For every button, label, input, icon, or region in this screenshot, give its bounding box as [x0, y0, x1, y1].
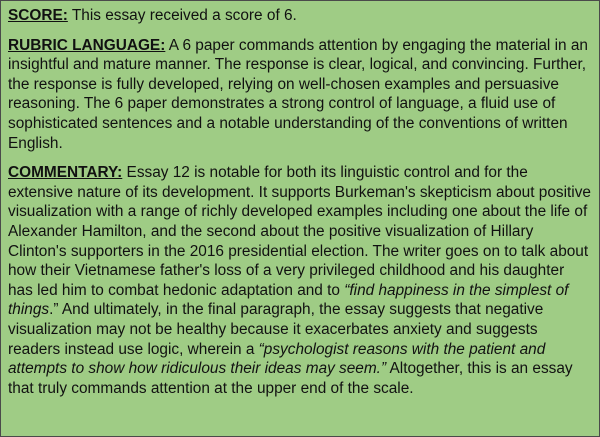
commentary-quote-1: “find happiness in the simplest of things	[8, 281, 569, 319]
commentary-paragraph	[8, 163, 591, 398]
rubric-paragraph	[8, 36, 591, 154]
score-heading: SCORE:	[8, 7, 68, 24]
rubric-text: A 6 paper commands attention by engaging the material in an insightful and mature manner. The response is clear, logical, and convincing. Further, the response is fully developed, relying on well-chosen examples and persuasive reasoning. The 6 paper demonstrates a strong control of language, a fluid use of sophisticated sentences and a notable understanding of the conventions of written English.	[8, 36, 588, 152]
score-paragraph	[8, 6, 591, 26]
commentary-text-2: .” And ultimately, in the final paragraph, the essay suggests that negative visualization may not be healthy because it exacerbates anxiety and suggests readers instead use logic, wherein a	[8, 301, 544, 358]
commentary-quote-2: “psychologist reasons with the patient and attempts to show how ridiculous their ideas may seem.”	[8, 340, 546, 378]
commentary-text-1: Essay 12 is notable for both its linguistic control and for the extensive nature of its development. It supports Burkeman's skepticism about positive visualization with a range of richly developed examples including one about the life of Alexander Hamilton, and the second about the positive visualization of Hillary Clinton's supporters in the 2016 presidential election. The writer goes on to talk about how their Vietnamese father's loss of a very privileged childhood and his daughter has led him to combat hedonic adaptation and to	[8, 164, 591, 299]
commentary-text-3: Altogether, this is an essay that truly commands attention at the upper end of the scale.	[8, 360, 573, 397]
score-text: This essay received a score of 6.	[67, 7, 297, 24]
rubric-heading: RUBRIC LANGUAGE:	[8, 36, 166, 54]
commentary-heading: COMMENTARY:	[8, 164, 123, 182]
